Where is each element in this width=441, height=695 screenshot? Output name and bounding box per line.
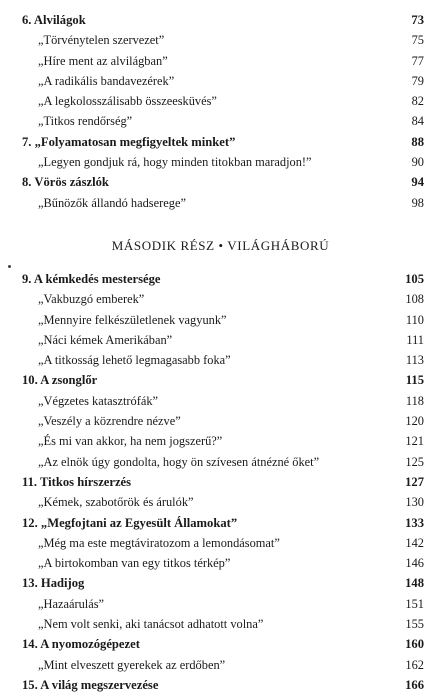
part-heading: MÁSODIK RÉSZ • VILÁGHÁBORÚ	[111, 238, 330, 253]
chapter-title-text: „Folyamatosan megfigyeltek minket”	[34, 134, 236, 149]
page-number: 73	[411, 13, 424, 27]
chapter-title-text: A nyomozógépezet	[40, 637, 140, 652]
page-number: 155	[405, 617, 424, 632]
page-number: 90	[411, 155, 424, 170]
toc-subentry	[0, 350, 441, 370]
chapter-title	[22, 10, 86, 30]
page-number: 118	[405, 393, 424, 408]
subentry-title: „Mint elveszett gyerekek az erdőben”	[38, 657, 226, 672]
subentry-title: „Híre ment az alvilágban”	[38, 53, 168, 68]
chapter-number: 11.	[22, 474, 38, 489]
page-number: 75	[411, 33, 424, 48]
toc-chapter-entry	[0, 172, 441, 192]
page-number: 94	[411, 175, 424, 190]
subentry-title: „Törvénytelen szervezet”	[38, 33, 165, 48]
toc-subentry	[0, 310, 441, 330]
chapter-title	[22, 132, 235, 152]
toc-subentry	[0, 655, 441, 675]
subentry-title: „A birtokomban van egy titkos térkép”	[38, 556, 231, 571]
toc-chapter-entry	[0, 675, 441, 695]
subentry-title: „Kémek, szabotőrök és árulók”	[38, 495, 194, 510]
subentry-title: „A legkolosszálisabb összeesküvés”	[38, 94, 217, 109]
page-number: 111	[406, 332, 424, 347]
subentry-title: „Titkos rendőrség”	[38, 114, 133, 129]
page-number: 162	[405, 657, 424, 672]
chapter-title-text: A kémkedés mestersége	[33, 272, 161, 286]
chapter-number: 15.	[22, 677, 38, 692]
page-number: 79	[411, 73, 424, 88]
page-number: 121	[405, 434, 424, 449]
subentry-title: „Az elnök úgy gondolta, hogy ön szívesen átnézné őket”	[38, 454, 320, 469]
chapter-title-text: A zsonglőr	[40, 373, 98, 388]
toc-chapter-entry	[0, 573, 441, 593]
toc-subentry	[0, 452, 441, 472]
toc-subentry	[0, 533, 441, 553]
subentry-title: „És mi van akkor, ha nem jogszerű?”	[38, 434, 223, 449]
toc-subentry	[0, 431, 441, 451]
toc-chapter-entry	[0, 10, 441, 30]
page-number: 127	[405, 474, 424, 489]
chapter-number: 13.	[22, 576, 38, 591]
subentry-title: „Még ma este megtáviratozom a lemondásomat”	[38, 535, 280, 550]
chapter-title	[22, 370, 97, 390]
page-number: 110	[405, 312, 424, 327]
page-number: 120	[405, 414, 424, 429]
chapter-title	[22, 573, 84, 593]
toc-subentry	[0, 30, 441, 50]
chapter-title-text: A világ megszervezése	[40, 677, 159, 692]
chapter-title	[22, 675, 158, 695]
subentry-title: „Náci kémek Amerikában”	[38, 332, 173, 347]
chapter-title	[22, 634, 140, 654]
toc-subentry	[0, 71, 441, 91]
page-number: 146	[405, 556, 424, 571]
chapter-title	[22, 269, 161, 289]
toc-part-two	[0, 269, 441, 695]
subentry-title: „Legyen gondjuk rá, hogy minden titokban maradjon!”	[38, 155, 312, 170]
toc-chapter-entry	[0, 132, 441, 152]
page-number: 88	[411, 134, 424, 149]
toc-subentry	[0, 289, 441, 309]
page-number: 142	[405, 535, 424, 550]
subentry-title: „A radikális bandavezérek”	[38, 73, 175, 88]
page-number: 166	[405, 677, 424, 692]
chapter-number: 9.	[22, 272, 32, 286]
subentry-title: „A titkosság lehető legmagasabb foka”	[38, 353, 231, 368]
chapter-number: 6.	[22, 13, 32, 27]
toc-chapter-entry	[0, 634, 441, 654]
page-number: 84	[411, 114, 424, 129]
chapter-title-text: Hadijog	[40, 576, 85, 591]
page-number: 82	[411, 94, 424, 109]
subentry-title: „Végzetes katasztrófák”	[38, 393, 159, 408]
toc-chapter-entry	[0, 472, 441, 492]
page-number: 160	[405, 637, 424, 652]
subentry-title: „Veszély a közrendre nézve”	[38, 414, 181, 429]
page-number: 105	[405, 272, 424, 286]
toc-subentry	[0, 553, 441, 573]
chapter-title	[22, 472, 131, 492]
page-number: 130	[405, 495, 424, 510]
subentry-title: „Hazaárulás”	[38, 596, 105, 611]
chapter-title-text: Alvilágok	[33, 13, 86, 27]
page-number: 133	[405, 515, 424, 530]
toc-subentry	[0, 391, 441, 411]
page-number: 98	[411, 195, 424, 210]
toc-subentry	[0, 492, 441, 512]
chapter-number: 12.	[22, 515, 38, 530]
toc-subentry	[0, 51, 441, 71]
page-number: 115	[405, 373, 424, 388]
page-number: 113	[405, 353, 424, 368]
chapter-title-text: „Megfojtani az Egyesült Államokat”	[40, 515, 238, 530]
stray-mark	[8, 265, 11, 268]
toc-subentry	[0, 193, 441, 213]
subentry-title: „Vakbuzgó emberek”	[38, 292, 145, 307]
subentry-title: „Mennyire felkészületlenek vagyunk”	[38, 312, 227, 327]
toc-chapter-entry	[0, 269, 441, 289]
page-number: 125	[405, 454, 424, 469]
chapter-title	[22, 513, 237, 533]
chapter-title	[22, 172, 109, 192]
subentry-title: „Bűnözők állandó hadserege”	[38, 195, 186, 210]
toc-chapter-entry	[0, 513, 441, 533]
page-number: 108	[405, 292, 424, 307]
chapter-number: 7.	[22, 134, 32, 149]
chapter-title-text: Vörös zászlók	[34, 175, 109, 190]
chapter-number: 8.	[22, 175, 32, 190]
toc-part-one	[0, 10, 441, 213]
chapter-number: 14.	[22, 637, 38, 652]
chapter-number: 10.	[22, 373, 38, 388]
subentry-title: „Nem volt senki, aki tanácsot adhatott volna”	[38, 617, 264, 632]
page-number: 77	[411, 53, 424, 68]
toc-subentry	[0, 614, 441, 634]
toc-subentry	[0, 152, 441, 172]
toc-subentry	[0, 411, 441, 431]
toc-chapter-entry	[0, 370, 441, 390]
toc-subentry	[0, 594, 441, 614]
toc-subentry	[0, 91, 441, 111]
page-number: 148	[405, 576, 424, 591]
toc-subentry	[0, 111, 441, 131]
page-number: 151	[405, 596, 424, 611]
toc-subentry	[0, 330, 441, 350]
chapter-title-text: Titkos hírszerzés	[39, 474, 132, 489]
